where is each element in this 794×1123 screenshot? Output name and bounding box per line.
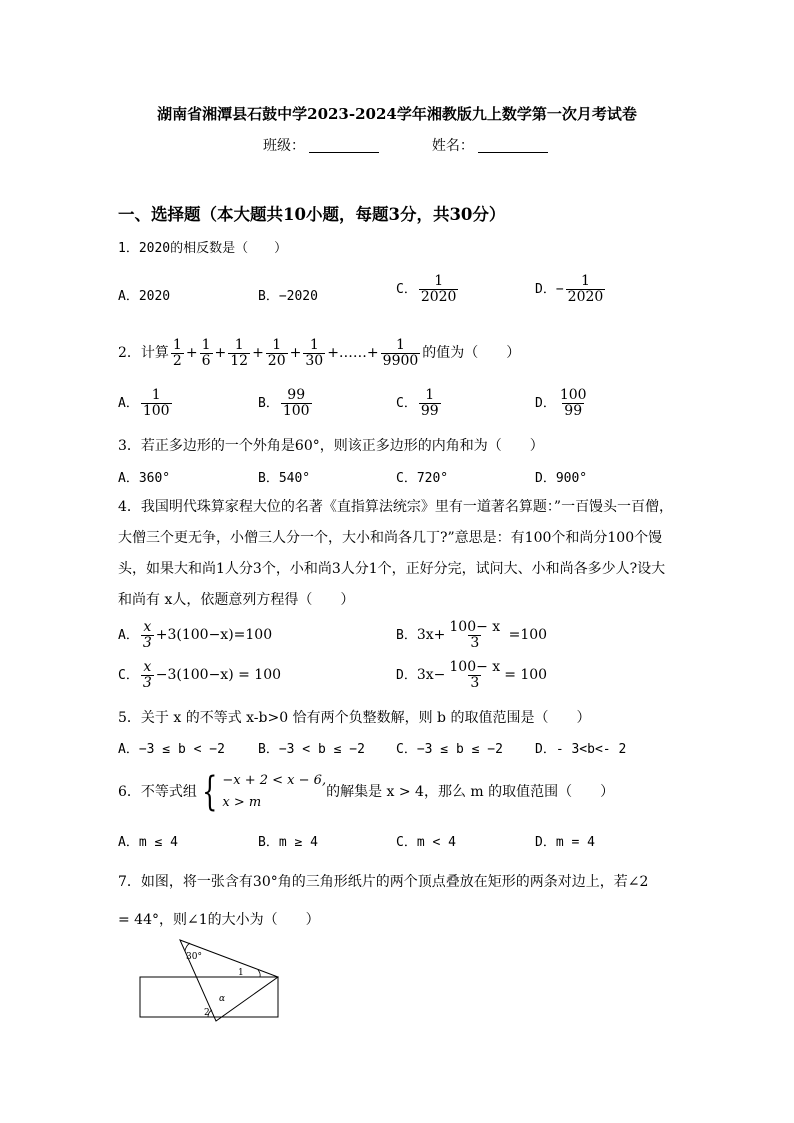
q6-option-c: C．m < 4 <box>396 835 456 850</box>
q2-option-b: B． $\frac{99}{100}$ <box>258 387 310 419</box>
question-6: 6．不等式组 { −x + 2 < x − 6, x > m 的解集是 x > 4，那么 m 的取值范围（ ） <box>118 769 615 815</box>
q4-option-d: D．3x− $\frac{100- x}{3}$ = 100 <box>396 659 548 691</box>
q1-option-b: B．−2020 <box>258 289 318 304</box>
question-3: 3．若正多边形的一个外角是60°，则该正多边形的内角和为（ ） <box>118 438 544 454</box>
q1-option-c: C． $\frac{1}{2020}$ <box>396 273 457 305</box>
q4-option-b: B．3x+ $\frac{100- x}{3}$ =100 <box>396 619 548 651</box>
question-4: 4．我国明代珠算家程大位的名著《直指算法统宗》里有一道著名算题：”一百馒头一百僧，大僧三个更无争，小僧三人分一个，大小和尚各几丁?”意思是：有100个和尚分100个馒头，如果大和尚1人分3个，小和尚3人分1个，正好分完，试问大、小和尚各多少人?设大和尚有 x人，依题意列方程得（ ） <box>118 499 674 608</box>
q5-option-a: A．−3 ≤ b < −2 <box>118 742 225 757</box>
q6-option-a: A．m ≤ 4 <box>118 835 178 850</box>
q5-option-c: C．−3 ≤ b ≤ −2 <box>396 742 503 757</box>
q2-option-a: A． $\frac{1}{100}$ <box>118 387 170 419</box>
class-label: 班级： <box>263 138 305 154</box>
angle-1-arc <box>258 970 260 977</box>
q6-option-b: B．m ≥ 4 <box>258 835 318 850</box>
q2-option-d: D． $\frac{100}{99}$ <box>535 387 587 419</box>
question-1: 1．2020的相反数是（ ） <box>118 241 288 256</box>
q1-option-d: D．− $\frac{1}{2020}$ <box>535 273 604 305</box>
label-2: 2 <box>204 1008 210 1018</box>
q3-option-a: A．360° <box>118 471 171 486</box>
brace: { <box>202 769 218 815</box>
q2-option-c: C． $\frac{1}{99}$ <box>396 387 439 419</box>
label-alpha: α <box>219 994 226 1004</box>
question-5: 5．关于 x 的不等式 x-b>0 恰有两个负整数解，则 b 的取值范围是（ ） <box>118 710 591 726</box>
name-label: 姓名： <box>431 138 474 154</box>
q5-option-b: B．−3 < b ≤ −2 <box>258 742 365 757</box>
q3-option-d: D．900° <box>535 471 588 486</box>
student-info <box>263 135 548 155</box>
class-blank <box>309 138 379 153</box>
q3-option-b: B．540° <box>258 471 311 486</box>
question-2: 2．计算 $\frac{1}{2}$ + $\frac{1}{6}$ + $\frac{1}{12}$ + $\frac{1}{20}$ + $\frac{1}{30}$ +……+ $\frac{1}{9900}$ 的值为（ ） <box>118 337 521 369</box>
name-blank <box>478 138 548 153</box>
q1-option-a: A．2020 <box>118 289 171 304</box>
question-7: 7．如图，将一张含有30°角的三角形纸片的两个顶点叠放在矩形的两条对边上，若∠2 = 44°，则∠1的大小为（ ） <box>118 874 649 928</box>
q5-option-d: D．- 3<b<- 2 <box>535 742 627 757</box>
section-heading: 一、选择题（本大题共10小题，每题3分，共30分） <box>118 205 506 224</box>
q4-option-a: A． $\frac{x}{3}$ +3(100−x)=100 <box>118 619 273 651</box>
label-30: 30° <box>186 952 202 962</box>
label-1: 1 <box>238 968 244 978</box>
angle-30-arc <box>185 943 190 951</box>
page-title: 湖南省湘潭县石鼓中学2023-2024学年湘教版九上数学第一次月考试卷 <box>157 105 637 123</box>
q7-figure <box>130 935 290 1025</box>
q3-option-c: C．720° <box>396 471 449 486</box>
q4-option-c: C． $\frac{x}{3}$ −3(100−x) = 100 <box>118 659 282 691</box>
q6-option-d: D．m = 4 <box>535 835 595 850</box>
